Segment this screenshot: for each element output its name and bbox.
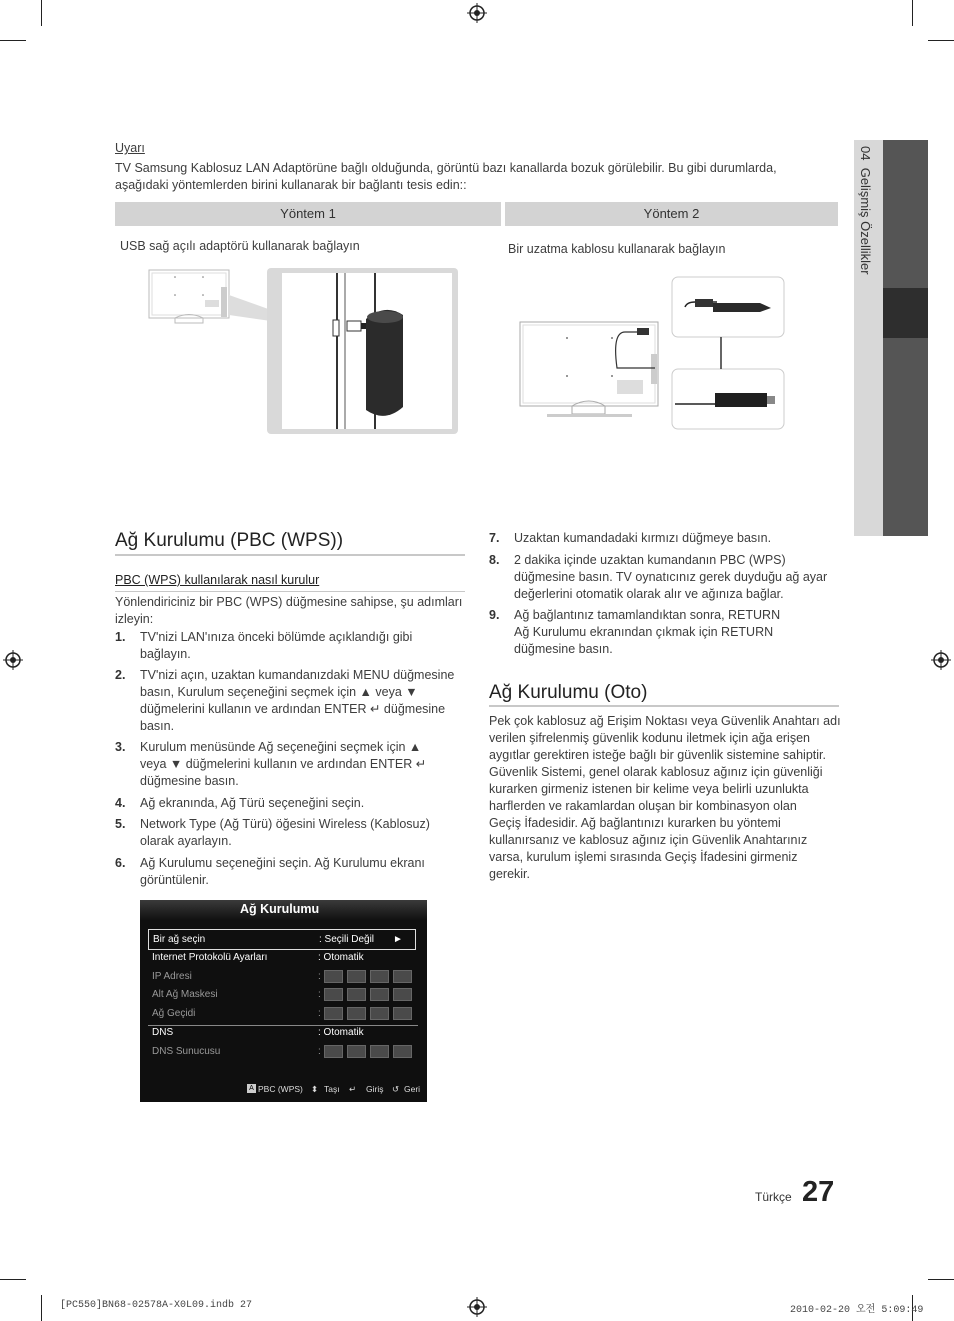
- step-line: Ağ bağlantınız tamamlandıktan sonra, RETURN: [514, 608, 781, 622]
- step-text: [140, 739, 426, 790]
- warning-body: TV Samsung Kablosuz LAN Adaptörüne bağlı olduğunda, görüntü bazı kanallarda bozuk görülebilir. Bu gibi durumlarda, aşağıdaki yöntemlerden birini kullanarak bir bağlantı tesis edin::: [115, 161, 777, 192]
- step-text: [140, 629, 412, 663]
- page-number: 27: [802, 1176, 835, 1208]
- arrow-right-icon: ►: [393, 934, 403, 945]
- step-text: [514, 607, 780, 658]
- menu-row-subnet-mask: [148, 985, 426, 1004]
- pbc-title-rule: [115, 554, 465, 556]
- row-value: : Seçili Değil: [319, 934, 375, 945]
- row-label: DNS: [152, 1027, 174, 1038]
- chapter-number: 04: [858, 146, 873, 161]
- step-number: 8.: [489, 553, 500, 567]
- step-line: düğmesine basın. TV oynatıcınız gerek duyduğu ağ ayar: [514, 570, 828, 584]
- chapter-tab-marker: [883, 288, 928, 338]
- row-label: Internet Protokolü Ayarları: [152, 952, 268, 963]
- screen-footer: [140, 1079, 427, 1102]
- a-button-icon: A: [247, 1084, 256, 1093]
- pbc-section-title: Ağ Kurulumu (PBC (WPS)): [115, 530, 344, 551]
- step-number: 9.: [489, 608, 500, 622]
- step-line: 2 dakika içinde uzaktan kumandanın PBC (WPS): [514, 553, 786, 567]
- crop-mark: [0, 1279, 26, 1280]
- step-line: basın, Kurulum seçeneğini seçmek için ▲ veya ▼: [140, 685, 418, 699]
- oto-line: Pek çok kablosuz ağ Erişim Noktası veya Güvenlik Anahtarı adı: [489, 714, 841, 728]
- step-line: Ağ Kurulumu ekranından çıkmak için RETURN: [514, 625, 774, 639]
- menu-row-ip-settings[interactable]: [148, 948, 426, 967]
- step-4: [115, 795, 465, 812]
- pbc-subtitle-rule: [115, 591, 465, 592]
- registration-mark-icon: [467, 1297, 487, 1317]
- footer-enter: Giriş: [366, 1084, 384, 1094]
- usb-right-angle-adapter-illustration: [145, 265, 460, 435]
- crop-mark: [928, 40, 954, 41]
- row-value: : Otomatik: [318, 1027, 364, 1038]
- method-1-desc: USB sağ açılı adaptörü kullanarak bağlayın: [120, 239, 360, 253]
- warning-title: Uyarı: [115, 141, 145, 155]
- step-line: bağlayın.: [140, 647, 191, 661]
- step-text: [140, 667, 454, 735]
- step-number: 4.: [115, 796, 126, 810]
- menu-row-gateway: [148, 1004, 426, 1023]
- step-8: [489, 552, 839, 603]
- step-line: TV'nizi açın, uzaktan kumandanızdaki MENU düğmesine: [140, 668, 455, 682]
- step-line: basın.: [140, 719, 175, 733]
- oto-line: harflerden ve rakamlardan oluşan bir kombinasyon olan: [489, 799, 797, 813]
- oto-line: Güvenlik Sistemi, genel olarak kablosuz ağınız için güvenliği: [489, 765, 823, 779]
- step-6: [115, 855, 465, 889]
- row-label: Ağ Geçidi: [152, 1008, 196, 1019]
- row-label: DNS Sunucusu: [152, 1046, 221, 1057]
- step-line: görüntülenir.: [140, 873, 209, 887]
- registration-mark-icon: [931, 650, 951, 670]
- oto-line: kullanırsanız ve kablosuz ağınız için Güvenlik Anahtarınız: [489, 833, 808, 847]
- print-file-info: [PC550]BN68-02578A-X0L09.indb 27: [60, 1300, 253, 1311]
- footer-move: Taşı: [324, 1084, 340, 1094]
- step-number: 6.: [115, 856, 126, 870]
- step-text: [140, 855, 425, 889]
- step-text: [514, 552, 827, 603]
- row-label: IP Adresi: [152, 971, 192, 982]
- oto-line: gerekir.: [489, 867, 530, 881]
- pbc-intro: Yönlendiriciniz bir PBC (WPS) düğmesine sahipse, şu adımları izleyin:: [115, 595, 463, 626]
- step-line: Ağ ekranında, Ağ Türü seçeneğini seçin.: [140, 796, 365, 810]
- crop-mark: [0, 40, 26, 41]
- extension-cable-illustration: [517, 272, 789, 434]
- footer-pbc: PBC (WPS): [258, 1084, 303, 1094]
- menu-row-select-network[interactable]: [148, 929, 416, 950]
- row-value: :: [318, 967, 416, 986]
- oto-section-title: Ağ Kurulumu (Oto): [489, 682, 648, 703]
- print-date-info: 2010-02-20 오전 5:09:49: [790, 1305, 924, 1316]
- updown-arrow-icon: ⬍: [311, 1084, 319, 1094]
- enter-icon: ↵: [349, 1084, 357, 1094]
- pbc-subtitle: PBC (WPS) kullanılarak nasıl kurulur: [115, 573, 320, 587]
- method-2-header: Yöntem 2: [505, 202, 838, 226]
- step-number: 5.: [115, 817, 126, 831]
- row-label: Bir ağ seçin: [153, 934, 206, 945]
- step-line: olarak ayarlayın.: [140, 834, 232, 848]
- step-text: [140, 795, 364, 812]
- menu-row-ip-address: [148, 967, 426, 986]
- registration-mark-icon: [3, 650, 23, 670]
- oto-title-rule: [489, 705, 839, 707]
- chapter-tab-bar: [883, 140, 928, 536]
- oto-line: kurarken girmeniz istenen bir kelime veya belirli uzunlukta: [489, 782, 809, 796]
- step-7: [489, 530, 839, 547]
- step-line: Uzaktan kumandadaki kırmızı düğmeye basın.: [514, 531, 772, 545]
- chapter-label: [858, 146, 873, 275]
- step-2: [115, 667, 465, 735]
- row-value: : Otomatik: [318, 952, 364, 963]
- menu-row-dns-server: [148, 1042, 426, 1061]
- step-line: düğmelerini kullanın ve ardından ENTER ↵ düğmesine: [140, 702, 446, 716]
- step-number: 3.: [115, 740, 126, 754]
- step-number: 2.: [115, 668, 126, 682]
- step-line: veya ▼ düğmelerini kullanın ve ardından ENTER ↵: [140, 757, 427, 771]
- oto-line: aygıtlar gerektiren isteğe bağlı bir güvenlik sistemine sahiptir.: [489, 748, 826, 762]
- step-9: [489, 607, 839, 658]
- step-3: [115, 739, 465, 790]
- step-number: 7.: [489, 531, 500, 545]
- step-text: [140, 816, 430, 850]
- row-label: Alt Ağ Maskesi: [152, 989, 218, 1000]
- crop-mark: [912, 0, 913, 26]
- footer-back: Geri: [404, 1084, 421, 1094]
- crop-mark: [41, 0, 42, 26]
- step-line: TV'nizi LAN'ınıza önceki bölümde açıklandığı gibi: [140, 630, 413, 644]
- oto-line: Geçiş İfadesidir. Ağ bağlantınızı kurarken bu yöntemi: [489, 816, 781, 830]
- oto-line: varsa, kurulum işlemi sırasında Geçiş İfadesini girmeniz: [489, 850, 798, 864]
- step-line: Kurulum menüsünde Ağ seçeneğini seçmek için ▲: [140, 740, 422, 754]
- registration-mark-icon: [467, 3, 487, 23]
- page-language: Türkçe: [755, 1190, 792, 1204]
- step-line: Ağ Kurulumu seçeneğini seçin. Ağ Kurulumu ekranı: [140, 856, 425, 870]
- step-line: düğmesine basın.: [140, 774, 239, 788]
- row-value: :: [318, 1004, 416, 1023]
- crop-mark: [928, 1279, 954, 1280]
- chapter-title: Gelişmiş Özellikler: [858, 167, 873, 275]
- row-value: :: [318, 1042, 416, 1061]
- crop-mark: [41, 1295, 42, 1321]
- step-line: Network Type (Ağ Türü) öğesini Wireless (Kablosuz): [140, 817, 430, 831]
- step-line: değerlerini otomatik olarak alır ve ağınıza bağlar.: [514, 587, 784, 601]
- oto-line: verilen şifrelenmiş güvenlik kodunu iletmek için ağa erişen: [489, 731, 810, 745]
- menu-row-dns[interactable]: [148, 1023, 426, 1042]
- method-1-header: Yöntem 1: [115, 202, 501, 226]
- step-1: [115, 629, 465, 663]
- step-number: 1.: [115, 630, 126, 644]
- step-text: [514, 530, 771, 547]
- return-icon: ↺: [392, 1084, 400, 1094]
- row-value: :: [318, 985, 416, 1004]
- screen-title: Ağ Kurulumu: [240, 902, 320, 916]
- step-line: düğmesine basın.: [514, 642, 613, 656]
- network-setup-screen: [140, 900, 427, 1102]
- method-2-desc: Bir uzatma kablosu kullanarak bağlayın: [508, 242, 726, 256]
- oto-body: [489, 713, 841, 883]
- step-5: [115, 816, 465, 850]
